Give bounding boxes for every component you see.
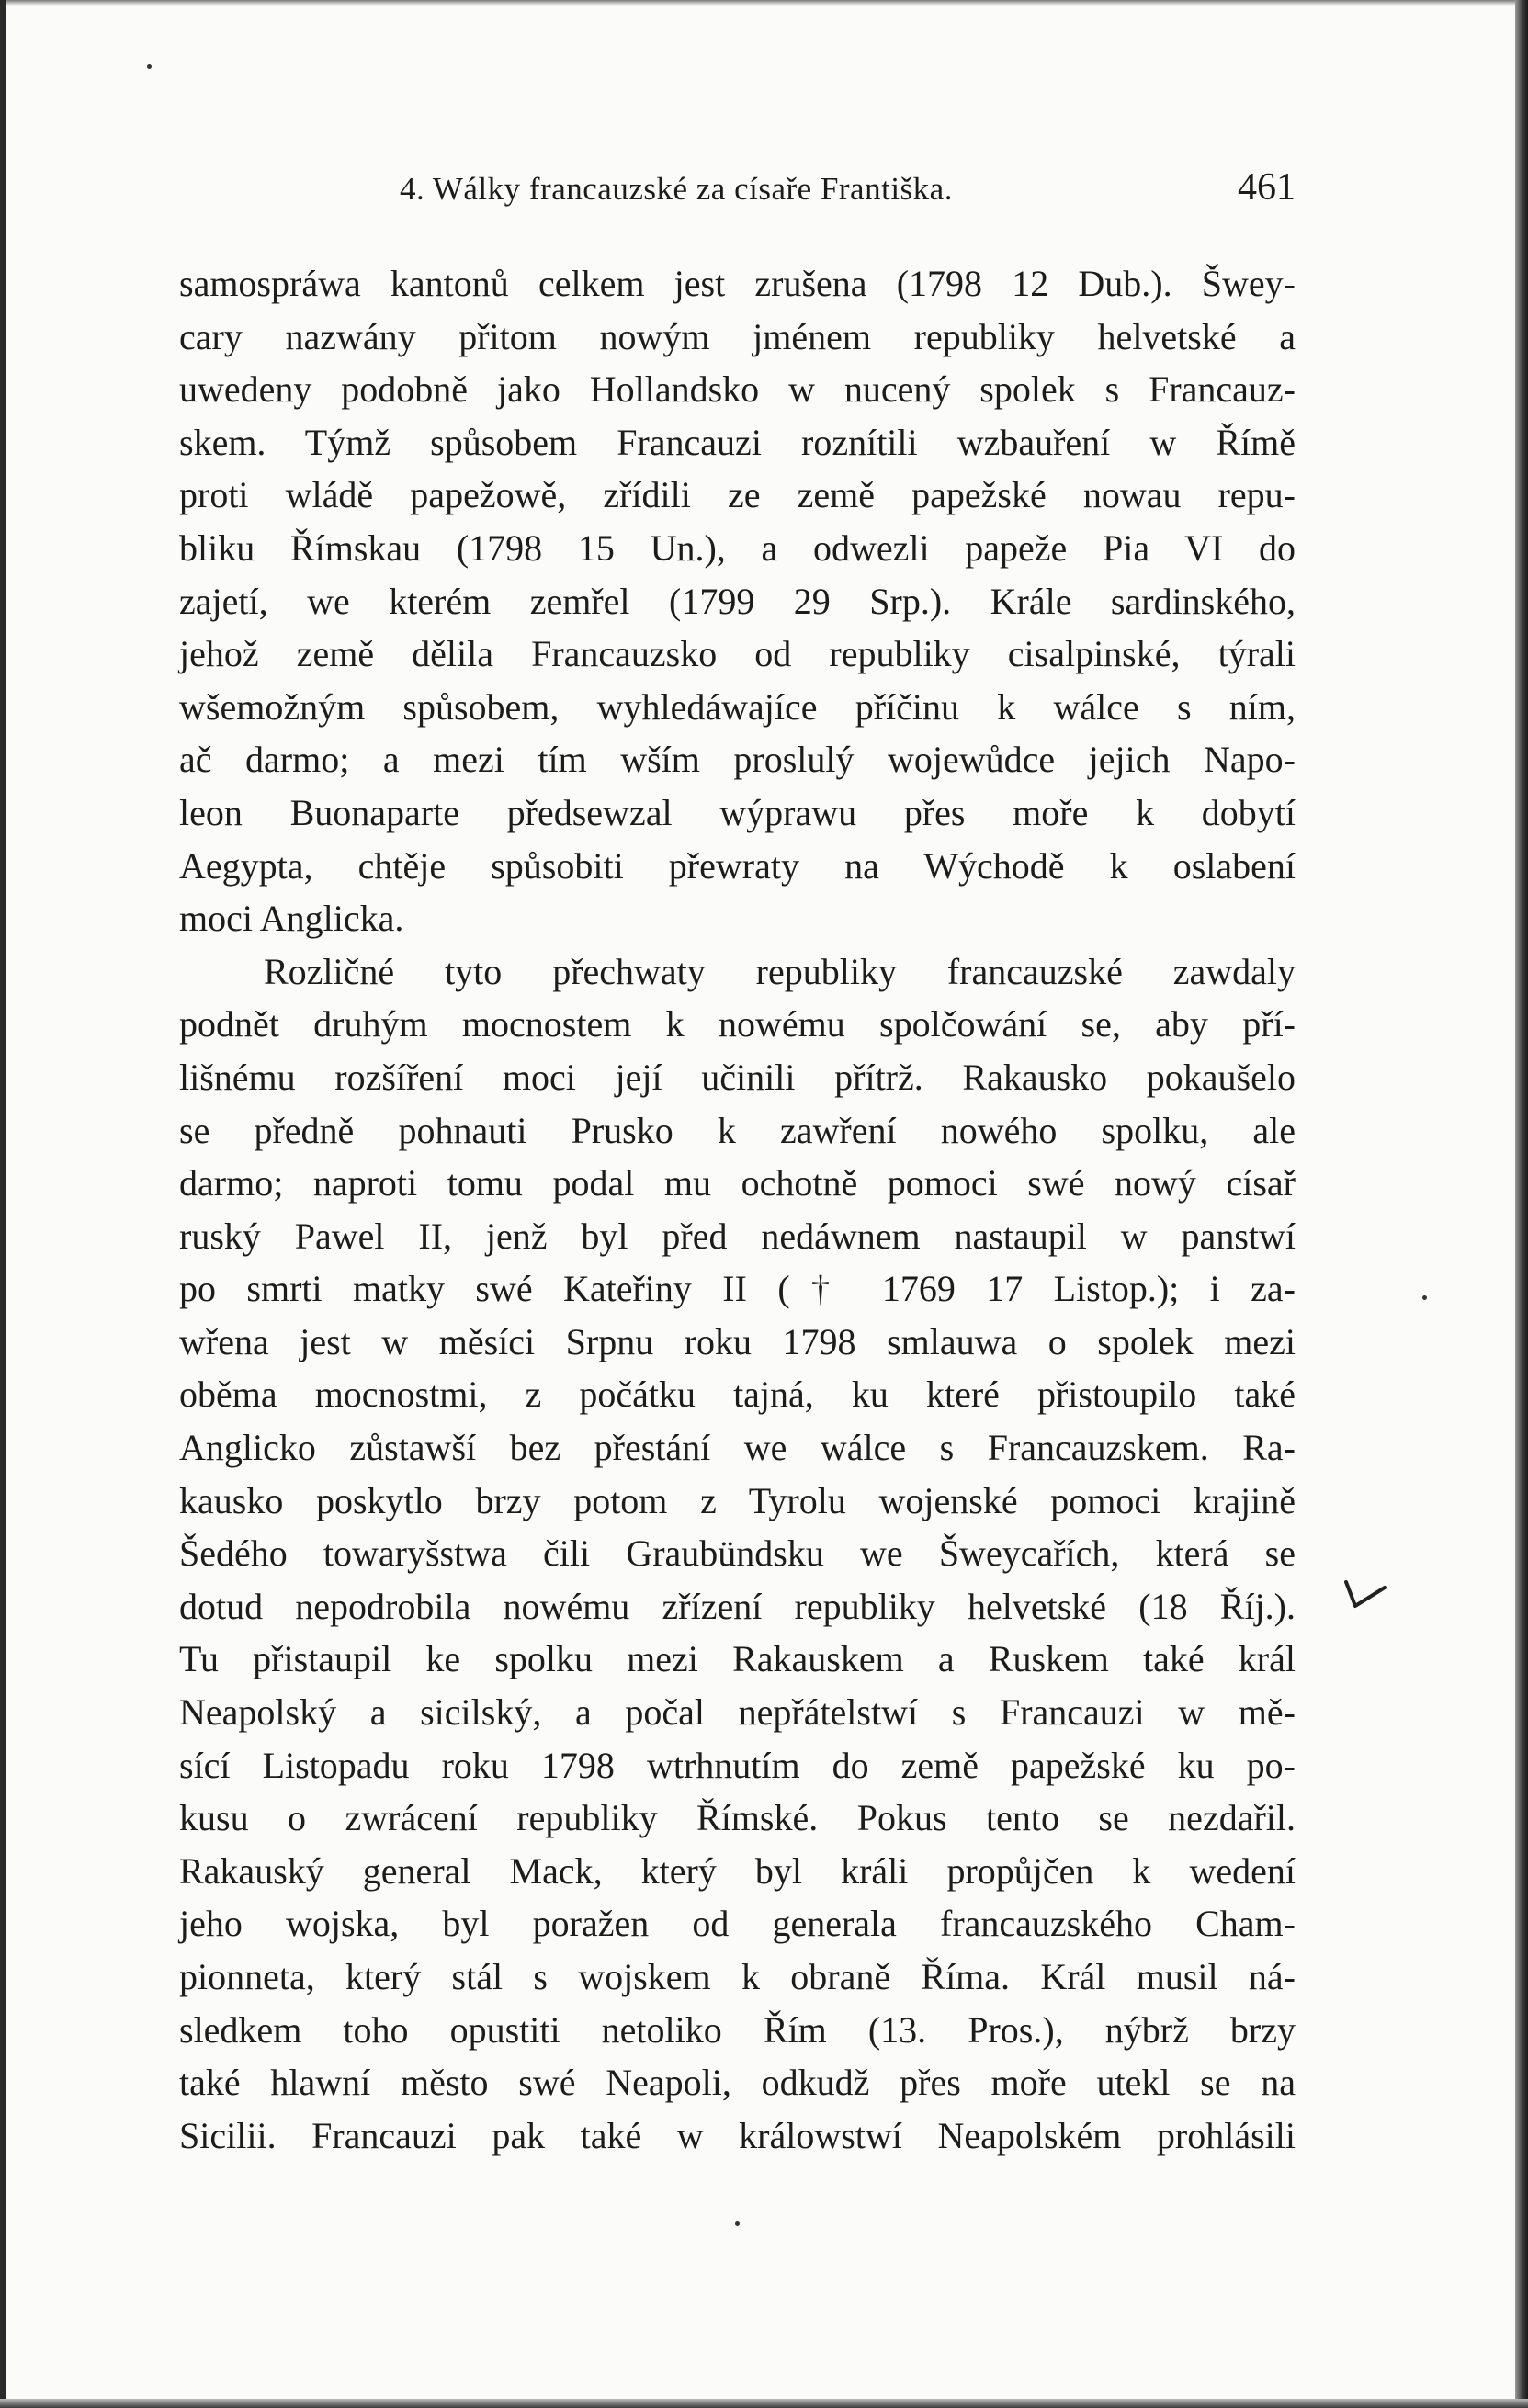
text-line: Sicilii. Francauzi pak také w králowstwí Neapolském prohlásili: [179, 2114, 1296, 2156]
paragraph-end-line: moci Anglicka.: [179, 898, 404, 940]
text-line: ač darmo; a mezi tím wším proslulý wojewůdce jejich Napo-: [179, 739, 1296, 781]
body-text: [179, 257, 1296, 2162]
text-line: kusu o zwrácení republiky Římské. Pokus tento se nezdařil.: [179, 1797, 1296, 1839]
text-line: kausko poskytlo brzy potom z Tyrolu wojenské pomoci krajině: [179, 1479, 1296, 1521]
text-line: Aegypta, chtěje spůsobiti přewraty na Wýchodě k oslabení: [179, 844, 1296, 887]
chapter-title: 4. Wálky francauzské za císaře Františka.: [400, 171, 953, 207]
text-line: samospráwa kantonů celkem jest zrušena (1798 12 Dub.). Šwey-: [179, 263, 1296, 304]
running-header: [179, 165, 1296, 211]
text-line: lišnému rozšíření moci její učinili přítrž. Rakausko pokaušelo: [179, 1056, 1296, 1098]
page-number: 461: [1238, 166, 1296, 209]
text-line: jeho wojska, byl poražen od generala francauzského Cham-: [179, 1903, 1296, 1945]
text-line: po smrti matky swé Kateřiny II († 1769 17 Listop.); i za-: [179, 1268, 1296, 1310]
text-line: darmo; naproti tomu podal mu ochotně pomoci swé nowý císař: [179, 1162, 1296, 1204]
text-line: sící Listopadu roku 1798 wtrhnutím do země papežské ku po-: [179, 1744, 1296, 1786]
pencil-checkmark-icon: [1343, 1578, 1387, 1610]
page-right-edge: [1515, 0, 1528, 2408]
page-top-edge: [0, 0, 1528, 6]
text-line: proti wládě papežowě, zřídili ze země papežské nowau repu-: [179, 474, 1296, 516]
text-line: bliku Římskau (1798 15 Un.), a odwezli papeže Pia VI do: [179, 526, 1296, 569]
ink-speck: [1422, 1295, 1427, 1300]
text-line: Anglicko zůstawší bez přestání we wálce s Francauzskem. Ra-: [179, 1427, 1296, 1469]
text-line: sledkem toho opustiti netoliko Řím (13. Pros.), nýbrž brzy: [179, 2008, 1296, 2051]
text-line: pionneta, který stál s wojskem k obraně Říma. Král musil ná-: [179, 1956, 1296, 1997]
text-line: Tu přistaupil ke spolku mezi Rakauskem a Ruskem také král: [179, 1638, 1296, 1680]
text-line: uwedeny podobně jako Hollandsko w nucený spolek s Francauz-: [179, 368, 1296, 411]
text-line: wřena jest w měsíci Srpnu roku 1798 smlauwa o spolek mezi: [179, 1320, 1296, 1362]
text-line: leon Buonaparte předsewzal wýprawu přes moře k dobytí: [179, 791, 1296, 833]
text-line: skem. Týmž spůsobem Francauzi roznítili wzbauření w Římě: [179, 421, 1296, 463]
ink-speck: [147, 64, 152, 69]
text-line: dotud nepodrobila nowému zřízení republiky helvetské (18 Říj.).: [179, 1585, 1296, 1627]
page-bottom-edge: [0, 2399, 1528, 2408]
text-line: podnět druhým mocnostem k nowému spolčowání se, aby pří-: [179, 1003, 1296, 1046]
text-line: zajetí, we kterém zemřel (1799 29 Srp.). Krále sardinského,: [179, 580, 1296, 622]
text-line: cary nazwány přitom nowým jménem republiky helvetské a: [179, 315, 1296, 357]
text-line: Neapolský a sicilský, a počal nepřátelstwí s Francauzi w mě-: [179, 1691, 1296, 1734]
text-line: Šedého towaryšstwa čili Graubündsku we Šweycařích, která se: [179, 1532, 1296, 1575]
text-line: oběma mocnostmi, z počátku tajná, ku které přistoupilo také: [179, 1374, 1296, 1416]
text-line: wšemožným spůsobem, wyhledáwajíce příčinu k wálce s ním,: [179, 685, 1296, 728]
text-line: také hlawní město swé Neapoli, odkudž přes moře utekl se na: [179, 2062, 1296, 2104]
text-line: jehož země dělila Francauzsko od republiky cisalpinské, týrali: [179, 633, 1296, 675]
text-line: ruský Pawel II, jenž byl před nedáwnem nastaupil w panstwí: [179, 1215, 1296, 1257]
ink-speck: [735, 2221, 740, 2226]
text-line: se předně pohnauti Prusko k zawření nowého spolku, ale: [179, 1109, 1296, 1151]
paragraph-start-line: Rozličné tyto přechwaty republiky francauzské zawdaly: [264, 950, 1296, 992]
text-line: Rakauský general Mack, který byl králi propůjčen k wedení: [179, 1849, 1296, 1892]
page-left-edge: [0, 0, 6, 2408]
